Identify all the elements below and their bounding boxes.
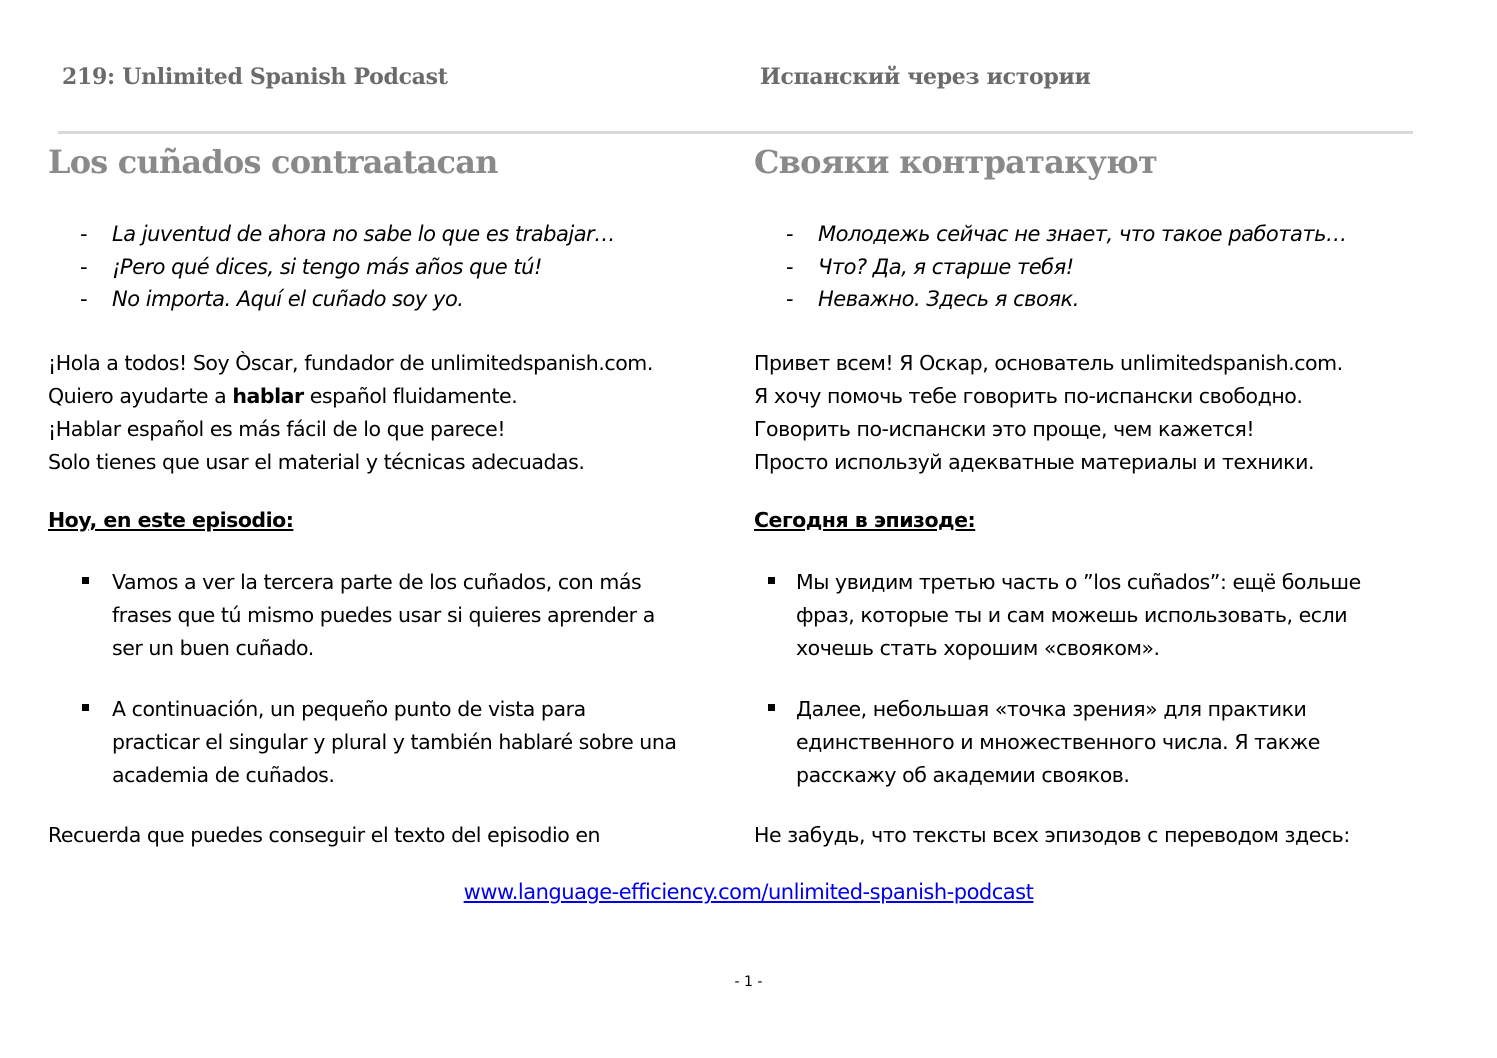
intro-line: Говорить по-испански это проще, чем кажется! [754,417,1255,441]
dialog-line: - No importa. Aquí el cuñado soy yo. [48,283,615,316]
intro-line: Solo tienes que usar el material y técnicas adecuadas. [48,450,585,474]
spanish-title: Los cuñados contraatacan [48,143,498,181]
intro-line: Я хочу помочь тебе говорить по-испански свободно. [754,384,1303,408]
header-right: Испанский через истории [760,64,1091,90]
list-item: A continuación, un pequeño punto de vista para practicar el singular y plural y también hablaré sobre una academia de cuñados. [48,693,677,792]
dialog-line: - ¡Pero qué dices, si tengo más años que tú! [48,251,615,284]
intro-line: ¡Hablar español es más fácil de lo que parece! [48,417,506,441]
spanish-intro [48,347,653,479]
list-item: Мы увидим третью часть о ”los cuñados”: ещё больше фраз, которые ты и сам можешь использовать, если хочешь стать хорошим «свояком». [754,566,1361,665]
intro-line: Просто используй адекватные материалы и техники. [754,450,1315,474]
list-item: Далее, небольшая «точка зрения» для практики единственного и множественного числа. Я также расскажу об академии свояков. [754,693,1320,792]
square-bullet-icon [82,704,89,711]
russian-title: Свояки контратакуют [754,143,1158,181]
dialog-line: - Что? Да, я старше тебя! [754,251,1346,284]
spanish-dialog [48,218,615,316]
dash: - [80,254,88,279]
dash: - [786,222,794,246]
dash: - [786,254,794,279]
square-bullet-icon [82,577,89,584]
bold-word: hablar [232,384,304,408]
header-divider [58,131,1413,134]
header-left: 219: Unlimited Spanish Podcast [62,64,448,90]
dialog-line: - Молодежь сейчас не знает, что такое работать… [754,218,1346,251]
square-bullet-icon [768,577,775,584]
russian-closing: Не забудь, что тексты всех эпизодов с переводом здесь: [754,823,1350,847]
list-item: Vamos a ver la tercera parte de los cuñados, con más frases que tú mismo puedes usar si quieres aprender a ser un buen cuñado. [48,566,655,665]
intro-line: Quiero ayudarte a hablar español fluidamente. [48,384,518,408]
russian-subhead: Сегодня в эпизоде: [754,508,976,532]
dash: - [80,287,88,311]
square-bullet-icon [768,704,775,711]
spanish-subhead: Hoy, en este episodio: [48,508,294,532]
dialog-line: - Неважно. Здесь я свояк. [754,283,1346,316]
russian-dialog [754,218,1346,316]
dash: - [786,287,794,311]
dialog-line: - La juventud de ahora no sabe lo que es trabajar… [48,218,615,251]
intro-line: ¡Hola a todos! Soy Òscar, fundador de unlimitedspanish.com. [48,351,653,375]
spanish-closing: Recuerda que puedes conseguir el texto del episodio en [48,823,601,847]
spanish-bullet-1 [48,566,655,665]
intro-line: Привет всем! Я Оскар, основатель unlimitedspanish.com. [754,351,1343,375]
spanish-bullet-2 [48,693,677,792]
page-number: - 1 - [734,974,763,990]
russian-bullet-1 [754,566,1361,665]
russian-intro [754,347,1343,479]
dash: - [80,222,88,246]
russian-bullet-2 [754,693,1320,792]
podcast-link[interactable]: www.language-efficiency.com/unlimited-spanish-podcast [463,880,1034,904]
